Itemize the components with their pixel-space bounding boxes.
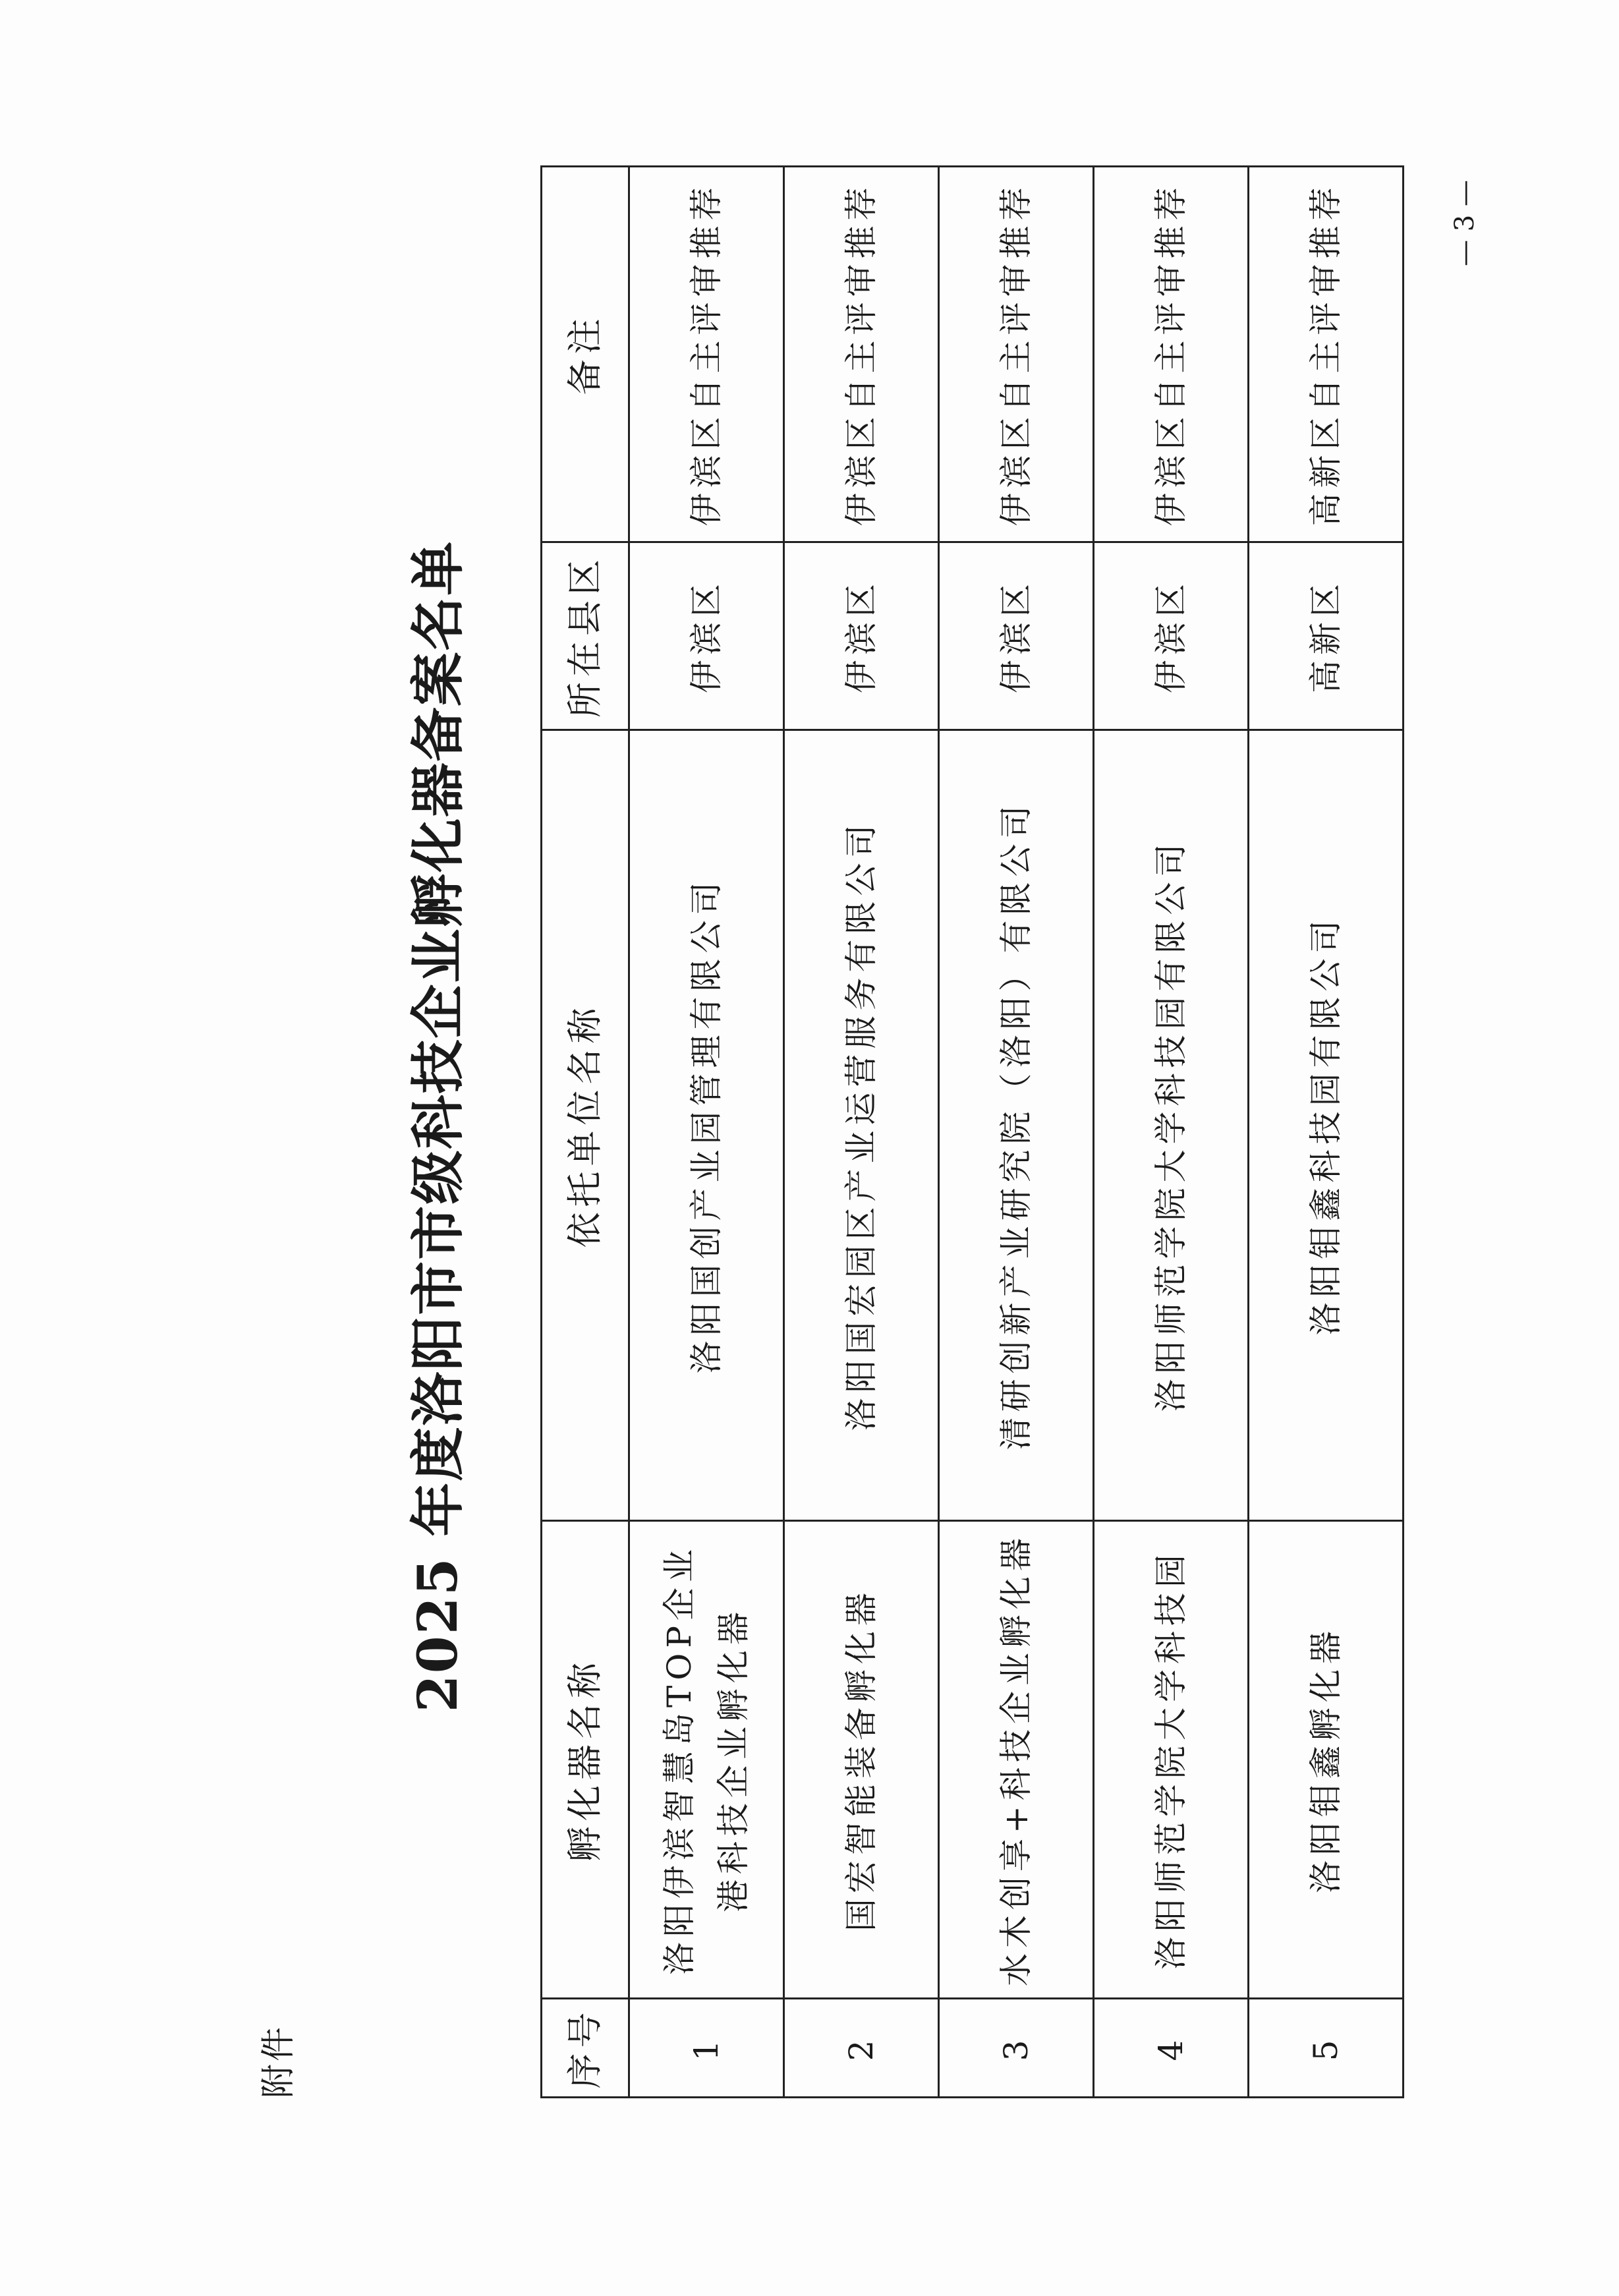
cell-no: 5 <box>1249 1999 1404 2098</box>
cell-note: 伊滨区自主评审推荐 <box>629 167 784 542</box>
table-row <box>1094 167 1249 2098</box>
cell-host: 洛阳国创产业园管理有限公司 <box>629 730 784 1521</box>
cell-host: 洛阳钼鑫科技园有限公司 <box>1249 730 1404 1521</box>
cell-no: 4 <box>1094 1999 1249 2098</box>
cell-name: 水木创享+科技企业孵化器 <box>939 1521 1094 1999</box>
header-host: 依托单位名称 <box>542 730 629 1521</box>
header-note: 备注 <box>542 167 629 542</box>
table-row <box>1249 167 1404 2098</box>
cell-no: 2 <box>784 1999 939 2098</box>
incubator-table <box>540 165 1404 2098</box>
cell-name: 国宏智能装备孵化器 <box>784 1521 939 1999</box>
document-title: 2025 年度洛阳市市级科技企业孵化器备案名单 <box>407 540 470 1713</box>
table-row <box>784 167 939 2098</box>
cell-note: 伊滨区自主评审推荐 <box>784 167 939 542</box>
cell-district: 伊滨区 <box>1094 542 1249 730</box>
header-no: 序号 <box>542 1999 629 2098</box>
cell-note: 伊滨区自主评审推荐 <box>939 167 1094 542</box>
cell-district: 伊滨区 <box>939 542 1094 730</box>
attachment-label: 附件 <box>259 2024 298 2098</box>
table-header-row <box>542 167 629 2098</box>
cell-name: 洛阳钼鑫孵化器 <box>1249 1521 1404 1999</box>
cell-district: 伊滨区 <box>629 542 784 730</box>
cell-host: 洛阳国宏园区产业运营服务有限公司 <box>784 730 939 1521</box>
cell-host: 洛阳师范学院大学科技园有限公司 <box>1094 730 1249 1521</box>
table-row <box>629 167 784 2098</box>
cell-no: 1 <box>629 1999 784 2098</box>
cell-district: 伊滨区 <box>784 542 939 730</box>
cell-district: 高新区 <box>1249 542 1404 730</box>
page-number: — 3 — <box>1450 180 1480 266</box>
table-row <box>939 167 1094 2098</box>
cell-note: 伊滨区自主评审推荐 <box>1094 167 1249 542</box>
header-name: 孵化器名称 <box>542 1521 629 1999</box>
cell-note: 高新区自主评审推荐 <box>1249 167 1404 542</box>
cell-no: 3 <box>939 1999 1094 2098</box>
cell-name: 洛阳师范学院大学科技园 <box>1094 1521 1249 1999</box>
header-district: 所在县区 <box>542 542 629 730</box>
cell-host: 清研创新产业研究院（洛阳）有限公司 <box>939 730 1094 1521</box>
cell-name: 洛阳伊滨智慧岛TOP企业港科技企业孵化器 <box>629 1521 784 1999</box>
